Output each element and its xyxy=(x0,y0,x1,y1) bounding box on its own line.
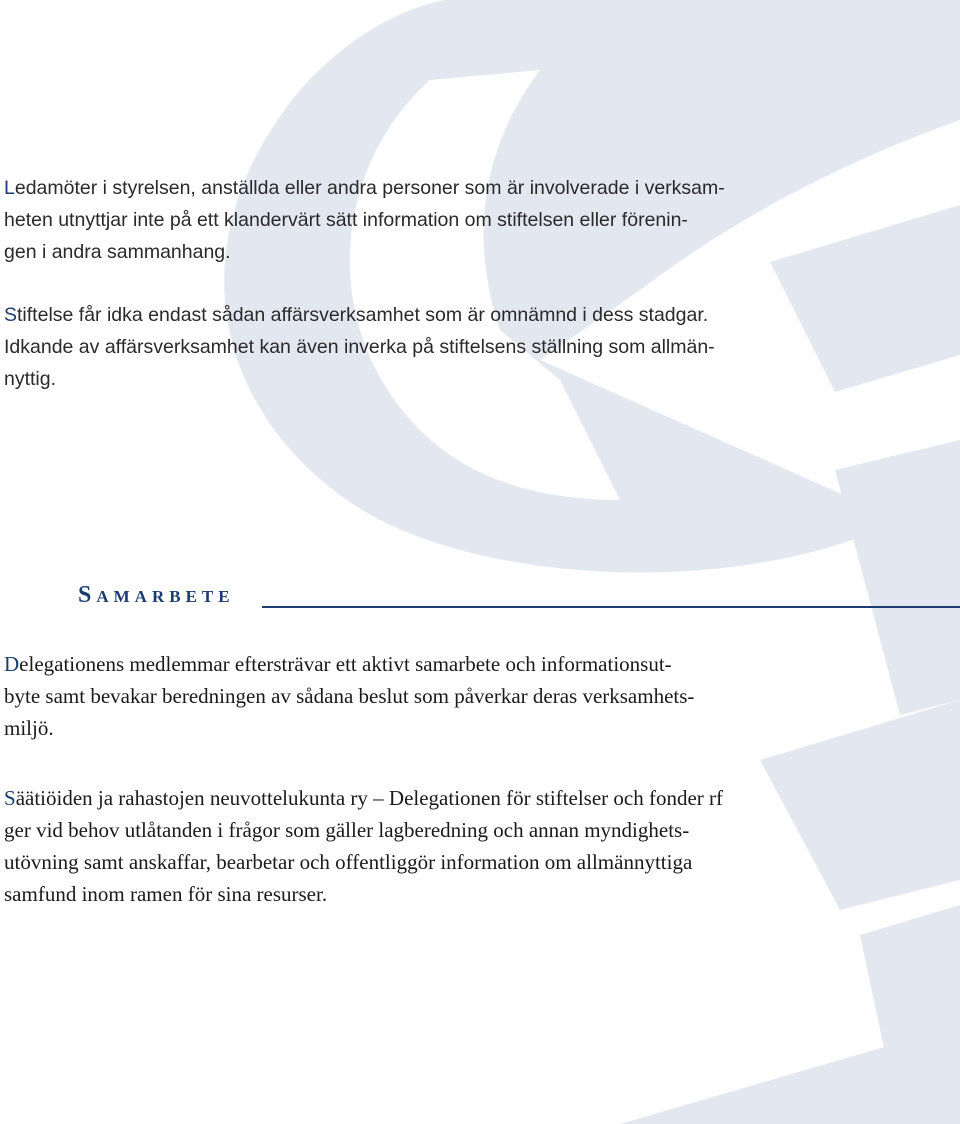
section-heading: Samarbete xyxy=(78,582,235,608)
text-line: gen i andra sammanhang. xyxy=(4,241,231,263)
watermark-band-1 xyxy=(770,205,960,392)
text-line: Idkande av affärsverksamhet kan även inverka på stiftelsens ställning som allmän- xyxy=(4,336,715,358)
text-line: Ledamöter i styrelsen, anställda eller andra personer som är involverade i verksam- xyxy=(4,177,725,199)
text-line: utövning samt anskaffar, bearbetar och offentliggör information om allmännyttiga xyxy=(4,850,693,874)
line-text: tiftelse får idka endast sådan affärsverksamhet som är omnämnd i dess stadgar. xyxy=(17,304,709,326)
heading-rule xyxy=(262,606,960,608)
text-line: Stiftelse får idka endast sådan affärsverksamhet som är omnämnd i dess stadgar. xyxy=(4,304,709,326)
text-line: samfund inom ramen för sina resurser. xyxy=(4,882,328,906)
watermark-band-2 xyxy=(835,440,960,715)
paragraph-delegation-role xyxy=(4,782,723,910)
paragraph-cooperation xyxy=(4,648,694,744)
text-line: Säätiöiden ja rahastojen neuvottelukunta ry – Delegationen för stiftelser och fonder rf xyxy=(4,786,724,810)
text-line: byte samt bevakar beredningen av sådana beslut som påverkar deras verksamhets- xyxy=(4,684,695,708)
text-line: miljö. xyxy=(4,716,54,740)
text-line: heten utnyttjar inte på ett klandervärt sätt information om stiftelsen eller förenin- xyxy=(4,209,688,231)
paragraph-business-activity xyxy=(4,299,715,395)
text-line: ger vid behov utlåtanden i frågor som gäller lagberedning och annan myndighets- xyxy=(4,818,690,842)
text-line: Delegationens medlemmar eftersträvar ett aktivt samarbete och informationsut- xyxy=(4,652,672,676)
text-line: nyttig. xyxy=(4,368,57,390)
paragraph-confidentiality xyxy=(4,172,725,268)
line-text: äätiöiden ja rahastojen neuvottelukunta ry – Delegationen för stiftelser och fonder rf xyxy=(15,786,724,810)
watermark-band-3 xyxy=(760,700,960,910)
line-text: edamöter i styrelsen, anställda eller andra personer som är involverade i verksam- xyxy=(14,177,725,199)
line-text: elegationens medlemmar eftersträvar ett aktivt samarbete och informationsut- xyxy=(19,652,672,676)
